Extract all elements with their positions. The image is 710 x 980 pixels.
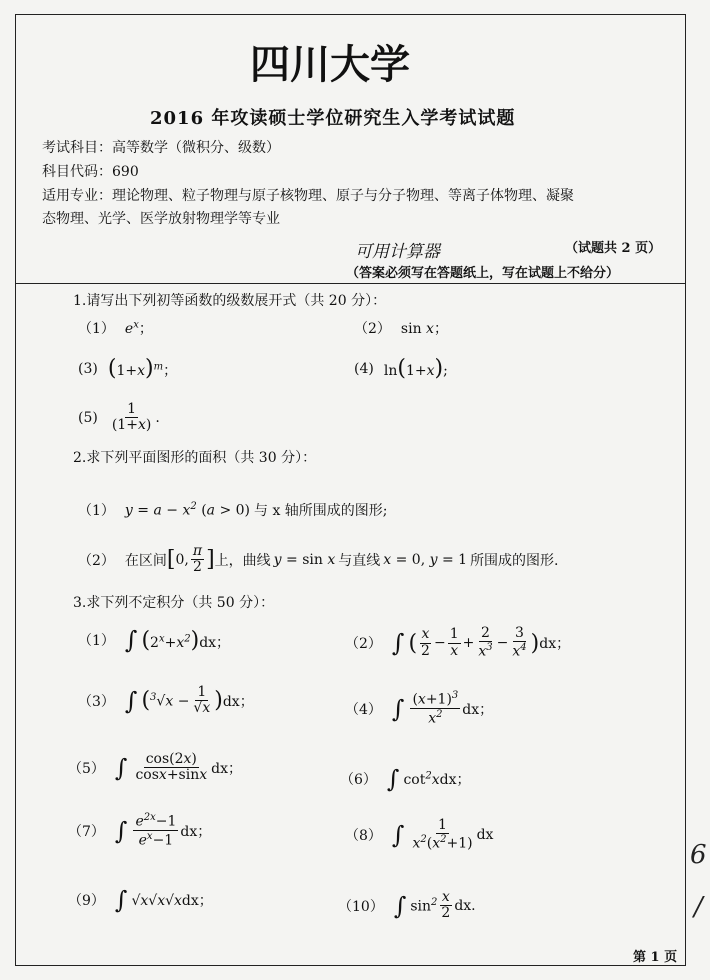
q3-item-5: （5） ∫ $\frac{\cos(2x)}{\cos x+\sin x}$ dx；: [68, 751, 242, 784]
q2-item-2-mid: 上，曲线: [214, 552, 271, 569]
math-fraction: $\frac{\pi}{2}$: [192, 543, 203, 576]
q3-item-1: [78, 626, 230, 654]
q1-item-1: [78, 318, 153, 338]
q2-title: 2.求下列平面图形的面积（共 30 分）：: [73, 450, 317, 466]
math-bracket: [: [166, 547, 176, 573]
page-count: （试题共 2 页）: [565, 241, 662, 256]
integral-sign: ∫: [114, 753, 128, 782]
q1-item-3: [78, 356, 177, 381]
q2-item-1: [78, 500, 388, 520]
math-fraction: $\frac{2}{x^3}$: [478, 625, 493, 661]
math-expression: $e^x$；: [124, 319, 153, 337]
q1-item-num: (4): [354, 360, 374, 377]
math-expression: $(2^x+x^2)dx$；: [141, 627, 231, 653]
math-expression: √x√x√xdx；: [131, 893, 213, 909]
q1-title: 1.请写出下列初等函数的级数展开式（共 20 分）：: [73, 293, 387, 309]
q2-item-2-mid2: 与直线: [338, 552, 381, 569]
exam-majors-line2: 态物理、光学、医学放射物理学等专业: [42, 211, 280, 227]
header-divider: [15, 283, 686, 284]
logo-text: 四川大学: [250, 41, 410, 88]
q1-item-num: （2）: [354, 321, 391, 337]
handwritten-calculator-note: 可用计算器: [355, 242, 440, 262]
university-logo: [250, 40, 450, 88]
q3-item-num: （3）: [78, 693, 115, 710]
integral-sign: ∫: [391, 694, 405, 723]
q1-item-num: (5): [78, 409, 98, 426]
q3-item-7: （7） ∫ $\frac{e^{2x}-1}{e^x-1}$ dx；: [68, 812, 212, 849]
q3-item-4: （4） ∫ $\frac{(x+1)^3}{x^2}$ dx；: [345, 690, 494, 727]
exam-subject: 考试科目：高等数学（微积分、级数）: [42, 140, 280, 156]
q3-item-9: [68, 886, 213, 914]
q3-item-num: （10）: [338, 898, 384, 915]
integral-sign: ∫: [386, 765, 400, 793]
math-expression: sin x；: [400, 321, 448, 337]
q3-item-10: （10） ∫ $\sin^2$ $\frac{x}{2}$ dx.: [338, 889, 476, 922]
q1-item-num: （1）: [78, 321, 115, 337]
math-fraction: $\frac{(x+1)^3}{x^2}$: [412, 690, 459, 727]
margin-mark: 6: [690, 840, 707, 870]
answer-notice: （答案必须写在答题纸上，写在试题上不给分）: [346, 266, 620, 281]
q1-item-4: [354, 356, 448, 381]
math-fraction: $\frac{1}{x}$: [449, 626, 459, 659]
q3-item-num: （1）: [78, 633, 115, 649]
integral-sign: ∫: [114, 816, 128, 845]
math-bracket: ): [214, 688, 223, 714]
math-fraction: $\frac{x}{2}$: [441, 889, 451, 922]
integral-sign: ∫: [393, 891, 407, 920]
math-expression: $\cot^2xdx$；: [403, 770, 471, 788]
q3-item-6: [340, 765, 470, 793]
math-expression: 0,: [175, 551, 189, 568]
q3-item-num: （4）: [345, 701, 382, 718]
university-calligraphy: [250, 40, 450, 88]
math-expression: $^3$√x −: [150, 692, 190, 710]
integral-sign: ∫: [391, 821, 405, 850]
q3-item-num: （5）: [68, 760, 105, 777]
q2-item-num: （2）: [78, 552, 115, 569]
q2-item-num: （1）: [78, 503, 115, 519]
math-expression: y = sin x: [273, 551, 336, 568]
q2-item-1-text: 与 x 轴所围成的图形;: [254, 503, 388, 519]
exam-title: 2016 年攻读硕士学位研究生入学考试试题: [150, 108, 516, 129]
math-fraction: $\frac{1}{x^2(x^2+1)}$: [412, 817, 473, 853]
math-expression: $(1+x)^m$；: [107, 356, 178, 381]
q2-item-2: [78, 544, 559, 576]
q3-item-num: （8）: [345, 828, 382, 845]
math-fraction: $\frac{x}{2}$: [421, 626, 430, 659]
q3-item-num: （2）: [345, 636, 382, 653]
q2-item-2-end: 所围成的图形.: [470, 552, 559, 569]
math-fraction: $\frac{\cos(2x)}{\cos x+\sin x}$: [135, 751, 208, 784]
q3-item-3: （3） ∫ ( $^3$√x − $\frac{1}{√x}$ ) dx；: [78, 684, 254, 717]
math-bracket: (: [141, 688, 151, 714]
math-bracket: ]: [206, 547, 215, 573]
integral-sign: ∫: [391, 629, 405, 658]
q3-item-num: （9）: [68, 893, 105, 909]
exam-majors-line1: 适用专业：理论物理、粒子物理与原子核物理、原子与分子物理、等离子体物理、凝聚: [42, 188, 574, 204]
math-fraction: $\frac{e^{2x}-1}{e^x-1}$: [135, 812, 177, 849]
exam-code: 科目代码：690: [42, 164, 139, 180]
integral-sign: ∫: [124, 686, 138, 715]
math-fraction: $\frac{1}{√x}$: [193, 684, 211, 717]
integral-sign: ∫: [114, 886, 128, 914]
q3-item-8: （8） ∫ $\frac{1}{x^2(x^2+1)}$ dx: [345, 817, 494, 853]
q1-item-2: [354, 318, 448, 338]
math-expression: $y = a - x^2$ (a > 0): [124, 501, 251, 519]
q3-title: 3.求下列不定积分（共 50 分）：: [73, 595, 275, 611]
integral-sign: ∫: [124, 626, 138, 654]
math-bracket: ): [530, 630, 540, 656]
q1-item-num: (3): [78, 360, 98, 377]
math-expression: ln(1+x);: [383, 356, 448, 381]
math-fraction: $\frac{1}{(1+x)}$: [111, 401, 152, 434]
page-number: 第 1 页: [633, 950, 678, 965]
q2-item-2-pre: 在区间: [124, 552, 167, 569]
q3-item-2: （2） ∫ ( $\frac{x}{2}$ − $\frac{1}{x}$ + $\frac{2}{x^3}$ − $\frac{3}{x^4}$ ) dx；: [345, 625, 571, 661]
margin-mark: /: [694, 892, 703, 922]
q3-item-num: （6）: [340, 772, 377, 788]
q1-item-5: (5) $\frac{1}{(1+x)}$ .: [78, 401, 160, 434]
math-bracket: (: [408, 630, 418, 656]
math-expression: x = 0, y = 1: [383, 551, 468, 568]
q3-item-num: （7）: [68, 823, 105, 840]
math-fraction: $\frac{3}{x^4}$: [512, 625, 527, 661]
math-expression: $\sin^2$: [410, 897, 438, 915]
